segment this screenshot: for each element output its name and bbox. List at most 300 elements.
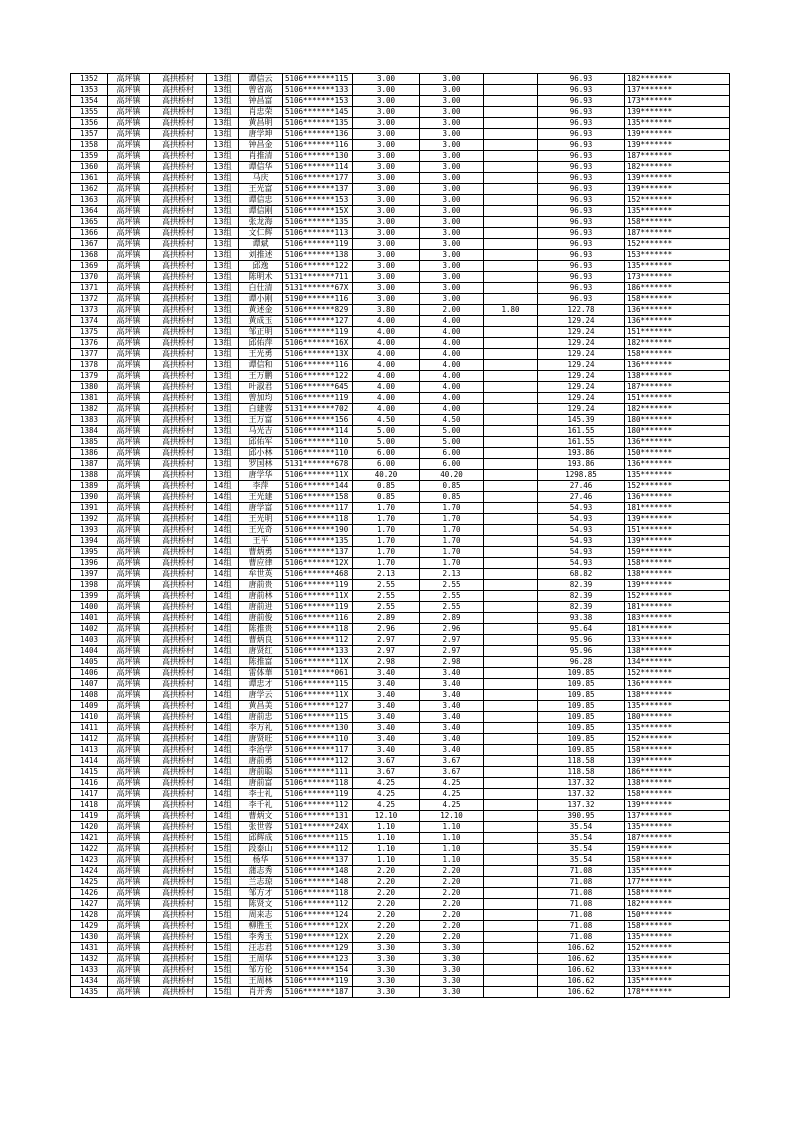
cell-id-number: 5106*******119 xyxy=(283,976,353,987)
cell-area-b xyxy=(484,822,538,833)
cell-area-total: 3.00 xyxy=(353,96,420,107)
cell-group: 15组 xyxy=(207,954,239,965)
cell-amount: 54.93 xyxy=(538,536,625,547)
cell-name: 柳胜玉 xyxy=(239,921,283,932)
cell-row-number: 1395 xyxy=(71,547,108,558)
cell-area-a: 3.00 xyxy=(420,129,484,140)
cell-group: 14组 xyxy=(207,712,239,723)
cell-name: 文仁辉 xyxy=(239,228,283,239)
cell-row-number: 1367 xyxy=(71,239,108,250)
cell-phone: 136******* xyxy=(625,437,730,448)
cell-amount: 118.58 xyxy=(538,756,625,767)
cell-village: 高拱桥村 xyxy=(150,481,207,492)
cell-id-number: 5106*******15X xyxy=(283,206,353,217)
cell-id-number: 5106*******13X xyxy=(283,349,353,360)
cell-group: 13组 xyxy=(207,140,239,151)
cell-area-a: 3.00 xyxy=(420,162,484,173)
cell-name: 兰志琼 xyxy=(239,877,283,888)
cell-name: 曾加均 xyxy=(239,393,283,404)
cell-area-total: 2.13 xyxy=(353,569,420,580)
cell-row-number: 1401 xyxy=(71,613,108,624)
cell-group: 14组 xyxy=(207,558,239,569)
cell-town: 高坪镇 xyxy=(108,492,150,503)
cell-area-b xyxy=(484,888,538,899)
cell-area-b xyxy=(484,668,538,679)
cell-phone: 158******* xyxy=(625,558,730,569)
cell-id-number: 5131*******67X xyxy=(283,283,353,294)
cell-id-number: 5106*******118 xyxy=(283,624,353,635)
cell-town: 高坪镇 xyxy=(108,481,150,492)
cell-amount: 129.24 xyxy=(538,360,625,371)
cell-area-a: 3.40 xyxy=(420,745,484,756)
cell-area-total: 3.00 xyxy=(353,85,420,96)
cell-name: 曹应律 xyxy=(239,558,283,569)
cell-village: 高拱桥村 xyxy=(150,525,207,536)
cell-id-number: 5106*******119 xyxy=(283,239,353,250)
cell-phone: 187******* xyxy=(625,833,730,844)
cell-area-a: 3.40 xyxy=(420,723,484,734)
cell-amount: 35.54 xyxy=(538,833,625,844)
cell-area-b xyxy=(484,151,538,162)
cell-area-a: 4.25 xyxy=(420,778,484,789)
cell-phone: 158******* xyxy=(625,888,730,899)
cell-id-number: 5106*******829 xyxy=(283,305,353,316)
cell-area-a: 0.85 xyxy=(420,481,484,492)
cell-group: 13组 xyxy=(207,195,239,206)
cell-phone: 181******* xyxy=(625,503,730,514)
cell-town: 高坪镇 xyxy=(108,514,150,525)
cell-row-number: 1429 xyxy=(71,921,108,932)
cell-area-total: 3.40 xyxy=(353,701,420,712)
cell-area-b xyxy=(484,745,538,756)
table-row xyxy=(71,349,730,360)
cell-group: 14组 xyxy=(207,646,239,657)
cell-area-b xyxy=(484,778,538,789)
cell-village: 高拱桥村 xyxy=(150,921,207,932)
cell-area-a: 3.40 xyxy=(420,712,484,723)
cell-name: 蒲志秀 xyxy=(239,866,283,877)
cell-village: 高拱桥村 xyxy=(150,877,207,888)
cell-amount: 129.24 xyxy=(538,404,625,415)
cell-phone: 139******* xyxy=(625,184,730,195)
cell-row-number: 1389 xyxy=(71,481,108,492)
cell-village: 高拱桥村 xyxy=(150,294,207,305)
cell-area-a: 3.00 xyxy=(420,195,484,206)
cell-name: 唐学云 xyxy=(239,690,283,701)
table-row xyxy=(71,382,730,393)
cell-area-b: 1.80 xyxy=(484,305,538,316)
cell-town: 高坪镇 xyxy=(108,525,150,536)
table-row xyxy=(71,470,730,481)
cell-village: 高拱桥村 xyxy=(150,635,207,646)
cell-group: 14组 xyxy=(207,668,239,679)
cell-area-b xyxy=(484,602,538,613)
cell-row-number: 1402 xyxy=(71,624,108,635)
cell-amount: 137.32 xyxy=(538,789,625,800)
table-row xyxy=(71,811,730,822)
cell-row-number: 1358 xyxy=(71,140,108,151)
cell-id-number: 5106*******144 xyxy=(283,481,353,492)
cell-area-total: 3.30 xyxy=(353,965,420,976)
cell-amount: 35.54 xyxy=(538,844,625,855)
cell-phone: 139******* xyxy=(625,800,730,811)
cell-group: 13组 xyxy=(207,393,239,404)
cell-row-number: 1383 xyxy=(71,415,108,426)
cell-village: 高拱桥村 xyxy=(150,734,207,745)
cell-id-number: 5106*******129 xyxy=(283,943,353,954)
table-row xyxy=(71,217,730,228)
table-row xyxy=(71,602,730,613)
cell-group: 13组 xyxy=(207,184,239,195)
cell-town: 高坪镇 xyxy=(108,932,150,943)
cell-phone: 135******* xyxy=(625,261,730,272)
cell-phone: 133******* xyxy=(625,965,730,976)
cell-village: 高拱桥村 xyxy=(150,569,207,580)
cell-id-number: 5106*******112 xyxy=(283,635,353,646)
cell-area-b xyxy=(484,657,538,668)
cell-row-number: 1411 xyxy=(71,723,108,734)
cell-id-number: 5106*******137 xyxy=(283,855,353,866)
cell-town: 高坪镇 xyxy=(108,954,150,965)
cell-name: 邹方伦 xyxy=(239,965,283,976)
cell-amount: 95.64 xyxy=(538,624,625,635)
cell-phone: 136******* xyxy=(625,360,730,371)
table-row xyxy=(71,338,730,349)
table-row xyxy=(71,140,730,151)
cell-area-b xyxy=(484,85,538,96)
cell-village: 高拱桥村 xyxy=(150,833,207,844)
cell-phone: 137******* xyxy=(625,811,730,822)
cell-village: 高拱桥村 xyxy=(150,580,207,591)
cell-name: 白仕清 xyxy=(239,283,283,294)
cell-town: 高坪镇 xyxy=(108,305,150,316)
cell-amount: 106.62 xyxy=(538,954,625,965)
cell-row-number: 1378 xyxy=(71,360,108,371)
cell-row-number: 1362 xyxy=(71,184,108,195)
cell-town: 高坪镇 xyxy=(108,778,150,789)
cell-town: 高坪镇 xyxy=(108,195,150,206)
table-row xyxy=(71,393,730,404)
cell-village: 高拱桥村 xyxy=(150,184,207,195)
cell-phone: 173******* xyxy=(625,272,730,283)
cell-id-number: 5106*******119 xyxy=(283,789,353,800)
cell-name: 马庆 xyxy=(239,173,283,184)
table-row xyxy=(71,833,730,844)
cell-area-b xyxy=(484,514,538,525)
cell-row-number: 1376 xyxy=(71,338,108,349)
cell-area-total: 4.00 xyxy=(353,327,420,338)
cell-area-total: 2.20 xyxy=(353,866,420,877)
cell-name: 唐贤红 xyxy=(239,646,283,657)
cell-area-total: 3.00 xyxy=(353,239,420,250)
cell-village: 高拱桥村 xyxy=(150,943,207,954)
cell-area-total: 4.50 xyxy=(353,415,420,426)
cell-village: 高拱桥村 xyxy=(150,976,207,987)
cell-area-a: 2.55 xyxy=(420,580,484,591)
cell-row-number: 1392 xyxy=(71,514,108,525)
cell-village: 高拱桥村 xyxy=(150,811,207,822)
cell-village: 高拱桥村 xyxy=(150,206,207,217)
cell-row-number: 1360 xyxy=(71,162,108,173)
cell-name: 谭信刚 xyxy=(239,206,283,217)
cell-amount: 54.93 xyxy=(538,525,625,536)
cell-village: 高拱桥村 xyxy=(150,140,207,151)
cell-phone: 153******* xyxy=(625,250,730,261)
cell-area-b xyxy=(484,591,538,602)
cell-village: 高拱桥村 xyxy=(150,591,207,602)
cell-area-a: 6.00 xyxy=(420,448,484,459)
cell-row-number: 1412 xyxy=(71,734,108,745)
cell-row-number: 1416 xyxy=(71,778,108,789)
cell-row-number: 1415 xyxy=(71,767,108,778)
cell-id-number: 5106*******130 xyxy=(283,723,353,734)
cell-group: 13组 xyxy=(207,316,239,327)
table-row xyxy=(71,437,730,448)
cell-village: 高拱桥村 xyxy=(150,217,207,228)
cell-area-a: 0.85 xyxy=(420,492,484,503)
cell-town: 高坪镇 xyxy=(108,415,150,426)
cell-area-a: 3.00 xyxy=(420,228,484,239)
cell-row-number: 1397 xyxy=(71,569,108,580)
cell-group: 15组 xyxy=(207,855,239,866)
cell-amount: 118.58 xyxy=(538,767,625,778)
table-row xyxy=(71,866,730,877)
cell-group: 15组 xyxy=(207,822,239,833)
cell-area-total: 40.20 xyxy=(353,470,420,481)
cell-name: 谭斌 xyxy=(239,239,283,250)
cell-town: 高坪镇 xyxy=(108,206,150,217)
cell-row-number: 1393 xyxy=(71,525,108,536)
cell-area-total: 6.00 xyxy=(353,448,420,459)
cell-group: 15组 xyxy=(207,976,239,987)
cell-row-number: 1374 xyxy=(71,316,108,327)
cell-amount: 71.08 xyxy=(538,866,625,877)
cell-area-b xyxy=(484,723,538,734)
cell-amount: 71.08 xyxy=(538,910,625,921)
cell-area-b xyxy=(484,261,538,272)
cell-area-a: 3.30 xyxy=(420,976,484,987)
cell-village: 高拱桥村 xyxy=(150,624,207,635)
cell-area-a: 4.00 xyxy=(420,349,484,360)
cell-area-total: 3.00 xyxy=(353,272,420,283)
table-row xyxy=(71,712,730,723)
cell-town: 高坪镇 xyxy=(108,261,150,272)
cell-id-number: 5106*******135 xyxy=(283,217,353,228)
cell-area-a: 3.40 xyxy=(420,701,484,712)
cell-village: 高拱桥村 xyxy=(150,712,207,723)
cell-area-total: 1.10 xyxy=(353,833,420,844)
cell-area-b xyxy=(484,756,538,767)
cell-town: 高坪镇 xyxy=(108,151,150,162)
cell-area-a: 1.10 xyxy=(420,822,484,833)
cell-row-number: 1391 xyxy=(71,503,108,514)
cell-town: 高坪镇 xyxy=(108,217,150,228)
cell-town: 高坪镇 xyxy=(108,250,150,261)
cell-amount: 96.93 xyxy=(538,140,625,151)
cell-group: 14组 xyxy=(207,745,239,756)
cell-amount: 129.24 xyxy=(538,393,625,404)
cell-amount: 193.86 xyxy=(538,459,625,470)
table-row xyxy=(71,173,730,184)
cell-area-a: 3.00 xyxy=(420,74,484,85)
cell-row-number: 1386 xyxy=(71,448,108,459)
cell-area-a: 4.00 xyxy=(420,382,484,393)
cell-town: 高坪镇 xyxy=(108,789,150,800)
cell-area-a: 40.20 xyxy=(420,470,484,481)
cell-group: 13组 xyxy=(207,294,239,305)
cell-id-number: 5101*******24X xyxy=(283,822,353,833)
cell-row-number: 1380 xyxy=(71,382,108,393)
cell-amount: 129.24 xyxy=(538,316,625,327)
cell-area-total: 0.85 xyxy=(353,492,420,503)
cell-amount: 54.93 xyxy=(538,503,625,514)
cell-phone: 182******* xyxy=(625,404,730,415)
cell-id-number: 5106*******112 xyxy=(283,899,353,910)
cell-town: 高坪镇 xyxy=(108,360,150,371)
cell-village: 高拱桥村 xyxy=(150,701,207,712)
cell-area-a: 3.00 xyxy=(420,217,484,228)
cell-group: 14组 xyxy=(207,591,239,602)
cell-group: 13组 xyxy=(207,206,239,217)
cell-phone: 138******* xyxy=(625,646,730,657)
cell-town: 高坪镇 xyxy=(108,921,150,932)
cell-phone: 187******* xyxy=(625,228,730,239)
cell-amount: 27.46 xyxy=(538,481,625,492)
cell-town: 高坪镇 xyxy=(108,855,150,866)
cell-area-b xyxy=(484,459,538,470)
cell-area-b xyxy=(484,525,538,536)
cell-village: 高拱桥村 xyxy=(150,437,207,448)
cell-area-b xyxy=(484,877,538,888)
cell-area-b xyxy=(484,987,538,998)
cell-area-a: 3.00 xyxy=(420,173,484,184)
cell-area-b xyxy=(484,470,538,481)
cell-area-a: 3.30 xyxy=(420,987,484,998)
cell-name: 马光吉 xyxy=(239,426,283,437)
cell-village: 高拱桥村 xyxy=(150,382,207,393)
cell-phone: 186******* xyxy=(625,283,730,294)
table-row xyxy=(71,107,730,118)
cell-village: 高拱桥村 xyxy=(150,558,207,569)
cell-name: 唐前贵 xyxy=(239,580,283,591)
cell-town: 高坪镇 xyxy=(108,393,150,404)
cell-village: 高拱桥村 xyxy=(150,866,207,877)
cell-phone: 159******* xyxy=(625,844,730,855)
cell-row-number: 1375 xyxy=(71,327,108,338)
cell-group: 13组 xyxy=(207,228,239,239)
cell-row-number: 1398 xyxy=(71,580,108,591)
cell-id-number: 5106*******148 xyxy=(283,877,353,888)
cell-area-total: 3.00 xyxy=(353,228,420,239)
cell-area-total: 3.00 xyxy=(353,129,420,140)
cell-area-b xyxy=(484,173,538,184)
cell-row-number: 1420 xyxy=(71,822,108,833)
cell-town: 高坪镇 xyxy=(108,228,150,239)
cell-row-number: 1388 xyxy=(71,470,108,481)
cell-area-b xyxy=(484,910,538,921)
cell-amount: 96.93 xyxy=(538,294,625,305)
cell-area-a: 3.67 xyxy=(420,767,484,778)
cell-area-b xyxy=(484,811,538,822)
cell-name: 谭信和 xyxy=(239,360,283,371)
cell-name: 白建蓉 xyxy=(239,404,283,415)
cell-area-total: 4.00 xyxy=(353,371,420,382)
table-row xyxy=(71,767,730,778)
cell-town: 高坪镇 xyxy=(108,503,150,514)
cell-amount: 54.93 xyxy=(538,558,625,569)
cell-area-total: 3.00 xyxy=(353,283,420,294)
cell-group: 14组 xyxy=(207,569,239,580)
cell-row-number: 1377 xyxy=(71,349,108,360)
cell-phone: 152******* xyxy=(625,481,730,492)
cell-area-total: 3.00 xyxy=(353,151,420,162)
table-row xyxy=(71,96,730,107)
cell-group: 13组 xyxy=(207,305,239,316)
table-row xyxy=(71,888,730,899)
cell-area-a: 6.00 xyxy=(420,459,484,470)
cell-phone: 135******* xyxy=(625,206,730,217)
cell-id-number: 5106*******468 xyxy=(283,569,353,580)
cell-group: 13组 xyxy=(207,74,239,85)
cell-amount: 96.93 xyxy=(538,118,625,129)
cell-amount: 96.93 xyxy=(538,107,625,118)
cell-area-a: 2.97 xyxy=(420,635,484,646)
cell-area-a: 2.20 xyxy=(420,921,484,932)
cell-name: 钟昌富 xyxy=(239,96,283,107)
cell-group: 15组 xyxy=(207,866,239,877)
cell-name: 罗国林 xyxy=(239,459,283,470)
cell-name: 邱佑萍 xyxy=(239,338,283,349)
cell-phone: 182******* xyxy=(625,74,730,85)
table-row xyxy=(71,426,730,437)
cell-amount: 35.54 xyxy=(538,855,625,866)
cell-row-number: 1419 xyxy=(71,811,108,822)
cell-area-b xyxy=(484,800,538,811)
cell-town: 高坪镇 xyxy=(108,866,150,877)
cell-area-b xyxy=(484,679,538,690)
cell-name: 曾省高 xyxy=(239,85,283,96)
cell-name: 王光勇 xyxy=(239,349,283,360)
cell-area-total: 3.40 xyxy=(353,712,420,723)
cell-village: 高拱桥村 xyxy=(150,162,207,173)
cell-group: 14组 xyxy=(207,679,239,690)
cell-village: 高拱桥村 xyxy=(150,613,207,624)
cell-name: 周来志 xyxy=(239,910,283,921)
cell-amount: 109.85 xyxy=(538,734,625,745)
cell-area-b xyxy=(484,338,538,349)
cell-village: 高拱桥村 xyxy=(150,756,207,767)
cell-amount: 109.85 xyxy=(538,701,625,712)
cell-town: 高坪镇 xyxy=(108,679,150,690)
cell-group: 13组 xyxy=(207,448,239,459)
cell-id-number: 5106*******16X xyxy=(283,338,353,349)
cell-name: 李秀玉 xyxy=(239,932,283,943)
cell-amount: 96.93 xyxy=(538,85,625,96)
cell-amount: 106.62 xyxy=(538,987,625,998)
cell-phone: 139******* xyxy=(625,107,730,118)
cell-village: 高拱桥村 xyxy=(150,800,207,811)
cell-name: 陈推富 xyxy=(239,657,283,668)
cell-row-number: 1353 xyxy=(71,85,108,96)
cell-amount: 96.28 xyxy=(538,657,625,668)
cell-town: 高坪镇 xyxy=(108,283,150,294)
cell-area-a: 3.40 xyxy=(420,690,484,701)
cell-village: 高拱桥村 xyxy=(150,349,207,360)
cell-name: 谭忠才 xyxy=(239,679,283,690)
cell-name: 黄昌美 xyxy=(239,701,283,712)
cell-village: 高拱桥村 xyxy=(150,822,207,833)
cell-area-total: 1.70 xyxy=(353,503,420,514)
